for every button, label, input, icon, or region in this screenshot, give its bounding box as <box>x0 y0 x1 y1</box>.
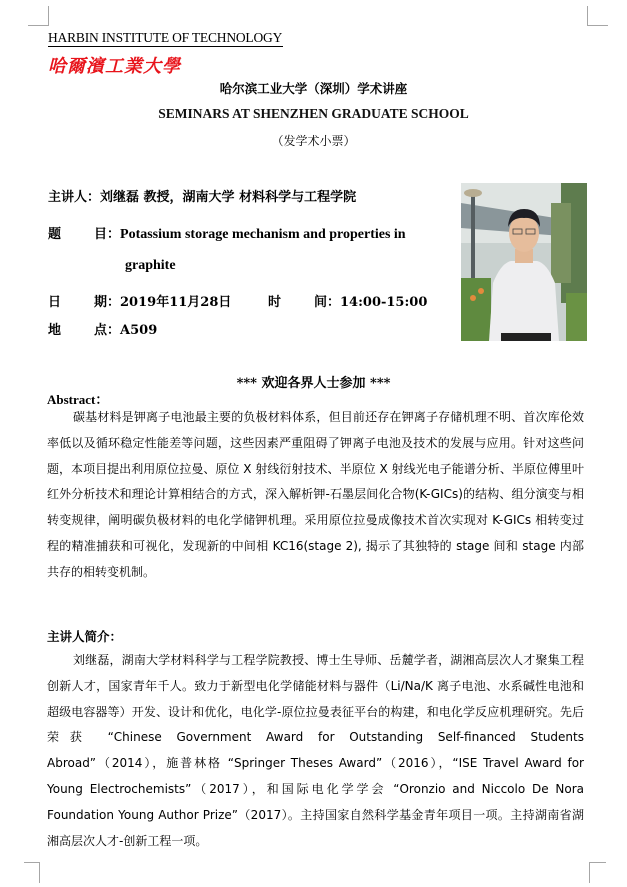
date-label-b: 期： <box>94 295 121 310</box>
seminar-title-cn: 哈尔滨工业大学（深圳）学术讲座 <box>219 81 408 96</box>
welcome-banner: *** 欢迎各界人士参加 *** <box>236 376 391 391</box>
speaker-line <box>48 186 356 205</box>
date-label-a: 日 <box>48 295 62 310</box>
page-corner-mark-top-left <box>28 6 49 26</box>
time-label-a: 时 <box>268 295 282 310</box>
abstract-text: 碳基材料是钾离子电池最主要的负极材料体系，但目前还存在钾离子存储机理不明、首次库伦效率低以及循环稳定性能差等问题，这些因素严重阻碍了钾离子电池及技术的发展与应用。针对这些问题，本项目提出利用原位拉曼、原位 X 射线衍射技术、半原位 X 射线光电子能谱分析、半原位傅里叶红外分析技术和理论计算相结合的方式，深入解析钾-石墨层间化合物(K-GICs)的结构、组分演变与相转变规律，阐明碳负极材料的电化学储钾机理。采用原位拉曼成像技术首次实现对 K-GICs 相转变过程的精准捕获和可视化，发现新的中间相 KC16(stage 2), 揭示了其独特的 stage 间和 stage 内部共存的相转变机制。 <box>47 410 584 579</box>
title-label-a: 题 <box>48 227 62 242</box>
page-corner-mark-bottom-right <box>589 862 606 883</box>
speaker-portrait-image <box>461 183 587 341</box>
place-label-a: 地 <box>48 323 62 338</box>
seminar-subtitle: （发学术小票） <box>271 134 356 148</box>
place-line <box>48 319 157 338</box>
speaker-bio-heading: 主讲人简介： <box>47 629 123 644</box>
institution-header: HARBIN INSTITUTE OF TECHNOLOGY <box>48 30 283 45</box>
page-corner-mark-bottom-left <box>24 862 40 883</box>
speaker-photo <box>461 183 587 341</box>
date-value: 2019年11月28日 <box>120 295 232 310</box>
speaker-value: 刘继磊 教授，湖南大学 材料科学与工程学院 <box>100 190 357 205</box>
speaker-label: 主讲人： <box>48 190 101 205</box>
talk-title-value: Potassium storage mechanism and properties in <box>120 227 406 242</box>
place-label-b: 点： <box>94 323 121 338</box>
place-value: A509 <box>120 323 158 338</box>
title-label-b: 目： <box>94 227 121 242</box>
seminar-title-en: SEMINARS AT SHENZHEN GRADUATE SCHOOL <box>158 106 469 121</box>
date-time-line <box>48 291 428 310</box>
talk-title-value-cont: graphite <box>125 258 176 273</box>
time-block <box>268 291 427 310</box>
speaker-bio-text: 刘继磊，湖南大学材料科学与工程学院教授、博士生导师、岳麓学者，湖湘高层次人才聚集工程创新人才，国家青年千人。致力于新型电化学储能材料与器件（Li/Na/K 离子电池、水系碱性电池和超级电容器等）开发、设计和优化，电化学-原位拉曼表征平台的构建，和电化学反应机理研究。先后荣获 “Chinese Government Award for Outstanding Self-financed Students Abroad”（2014），施普林格 “Springer Theses Award”（2016），“ISE Travel Award for Young Electrochemists”（2017），和国际电化学学会 “Oronzio and Niccolo De Nora Foundation Young Author Prize”（2017）。主持国家自然科学基金青年项目一项。主持湖南省湖湘高层次人才-创新工程一项。 <box>47 653 584 848</box>
hit-calligraphy-logo: 哈爾濱工業大學 <box>48 56 181 77</box>
page-corner-mark-top-right <box>587 6 608 26</box>
time-label-b: 间： <box>314 295 341 310</box>
time-value: 14:00-15:00 <box>340 295 428 310</box>
talk-title-line <box>48 223 406 243</box>
talk-title-line-2 <box>125 258 176 274</box>
abstract-heading: Abstract： <box>47 392 109 407</box>
